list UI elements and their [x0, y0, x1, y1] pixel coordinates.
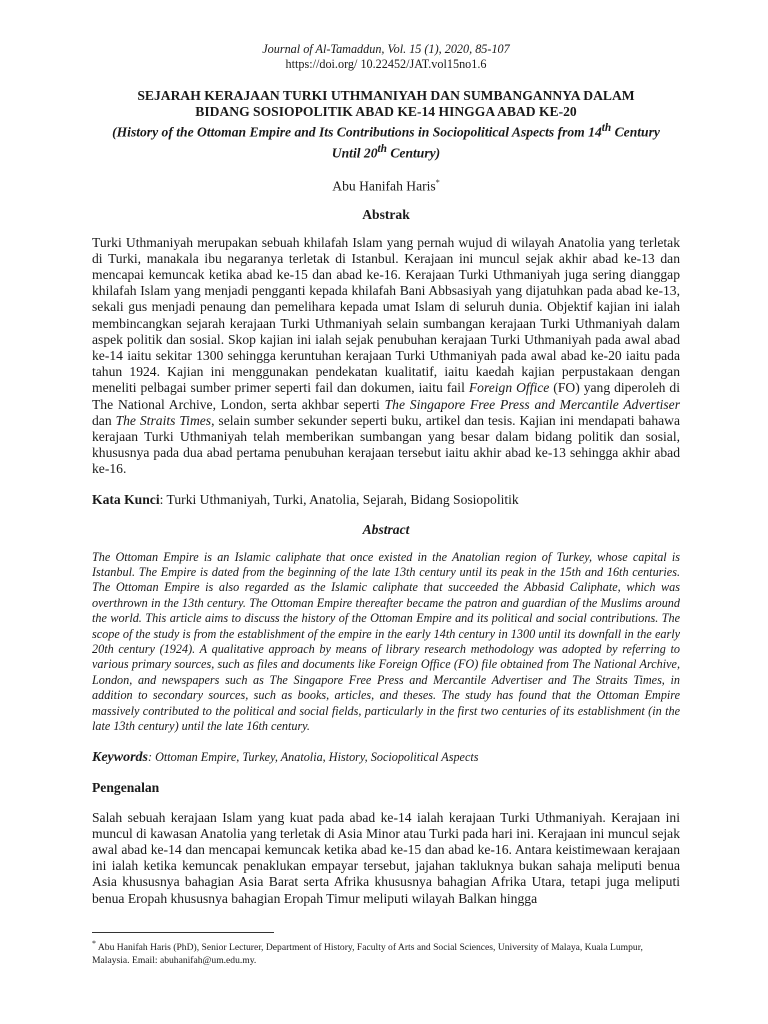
author-line	[92, 175, 680, 195]
title-english-sup1: th	[601, 122, 612, 134]
section-heading-pengenalan: Pengenalan	[92, 779, 160, 795]
article-page	[92, 38, 680, 907]
footnote-text: Abu Hanifah Haris (PhD), Senior Lecturer, Department of History, Faculty of Arts and Social Sciences, University of Malaya, Kuala Lumpur, Malaysia. Email: abuhanifah@um.edu.my.	[92, 942, 643, 966]
abstrak-text-4: , selain sumber sekunder seperti buku, artikel dan tesis. Kajian ini mendapati bahawa kerajaan Turki Uthmaniyah telah memberikan sumbangan yang besar dalam bidang politik dan sosial, khususnya pada dua abad pertama penubuhan kerajaan tersebut iaitu akhir abad ke-13 sehingga akhir abad ke-16.	[92, 412, 681, 477]
abstrak-heading: Abstrak	[362, 206, 410, 222]
abstrak-body	[92, 235, 680, 478]
footnote	[92, 938, 680, 967]
author-footnote-marker[interactable]: *	[435, 178, 440, 188]
abstrak-text-2: (FO) yang diperoleh di The National Archive, London, serta akhbar seperti	[92, 380, 680, 412]
pengenalan-body: Salah sebuah kerajaan Islam yang kuat pada abad ke-14 ialah kerajaan Turki Uthmaniyah. Kerajaan ini muncul di kawasan Anatolia yang terletak di Asia Minor atau Turki pada hari ini. Kerajaan ini muncul sejak awal abad ke-14 dan mencapai kemuncak ketika abad ke-15 dan abad ke-16. Antara keistimewaan kerajaan ini ialah ketika kemuncak penaklukan empayar tersebut, jajahan takluknya bukan sahaja meliputi benua Asia khususnya bahagian Asia Barat serta Afrika khususnya bahagian Afrika Utara, tetapi juga meliputi benua Eropah khususnya bahagian Eropah Timur meliputi wilayah Balkan hingga	[92, 809, 680, 906]
kata-kunci	[92, 492, 680, 508]
abstrak-text-1: Turki Uthmaniyah merupakan sebuah khilafah Islam yang pernah wujud di wilayah Anatolia yang terletak di Turki, manakala ibu negaranya terletak di Istanbul. Kerajaan ini muncul sejak akhir abad ke-13 dan mencapai kemuncak ketika abad ke-15 dan abad ke-16. Kerajaan Turki Uthmaniyah juga sering dianggap khilafah Islam yang menjadi pengganti kepada khilafah Bani Abbsasiyah yang dijatuhkan pada abad ke-13, sekali gus menjadi penaung dan pemelihara kepada umat Islam di seluruh dunia. Objektif kajian ini ialah membincangkan sejarah kerajaan Turki Uthmaniyah selain sumbangan kerajaan Turki Uthmaniyah dalam aspek politik dan sosial. Skop kajian ini ialah sejak penubuhan kerajaan Turki Uthmaniyah pada awal abad ke-14 iaitu sekitar 1300 sehingga keruntuhan kerajaan Turki Uthmaniyah pada awal abad ke-20 iaitu pada tahun 1924. Kajian ini menggunakan pendekatan kualitatif, iaitu kaedah kajian perpustakaan dengan meneliti pelbagai sumber primer seperti fail dan dokumen, iaitu fail	[92, 234, 680, 396]
abstrak-italic-straits-times: The Straits Times	[115, 412, 212, 428]
abstrak-italic-singapore-free-press: The Singapore Free Press and Mercantile Advertiser	[384, 396, 680, 412]
footnote-marker: *	[92, 939, 96, 948]
keywords-values: : Ottoman Empire, Turkey, Anatolia, History, Sociopolitical Aspects	[148, 749, 479, 764]
abstract-body: The Ottoman Empire is an Islamic caliphate that once existed in the Anatolian region of Turkey, whose capital is Istanbul. The Empire is dated from the beginning of the late 13th century until its peak in the 15th and 16th centuries. The Ottoman Empire is also regarded as the Islamic caliphate that succeeded the Abbasid Caliphate, which was overthrown in the 13th century. The Ottoman Empire thereafter became the patron and guardian of the Muslims around the world. This article aims to discuss the history of the Ottoman Empire and its political and social contributions. The scope of the study is from the establishment of the empire in the early 14th century in 1300 until its downfall in the early 20th century (1924). A qualitative approach by means of library research methodology was adopted by referring to various primary sources, such as files and documents like Foreign Office (FO) file obtained from The National Archive, London, and newspapers such as The Singapore Free Press and Mercantile Advertiser and The Straits Times, in addition to secondary sources, such as books, articles, and theses. The study has found that the Ottoman Empire massively contributed to the political and social fields, particularly in the first two centuries of its establishment (in the late 13th century) until the late 16th century.	[92, 549, 680, 734]
title-english-sup2: th	[377, 142, 387, 155]
kata-kunci-values: : Turki Uthmaniyah, Turki, Anatolia, Sejarah, Bidang Sosiopolitik	[159, 491, 519, 507]
title-malay-line2: BIDANG SOSIOPOLITIK ABAD KE-14 HINGGA ABAD KE-20	[195, 104, 577, 119]
keywords	[92, 749, 680, 766]
journal-citation: Journal of Al-Tamaddun, Vol. 15 (1), 2020, 85-107	[262, 42, 510, 56]
title-english-line1	[92, 120, 680, 141]
title-malay	[92, 88, 680, 120]
footnote-divider	[92, 932, 274, 933]
abstract-heading: Abstract	[362, 521, 410, 537]
doi-link[interactable]: https://doi.org/ 10.22452/JAT.vol15no1.6	[285, 57, 487, 71]
author-name: Abu Hanifah Haris	[332, 178, 436, 194]
title-malay-line1: SEJARAH KERAJAAN TURKI UTHMANIYAH DAN SUMBANGANNYA DALAM	[137, 88, 635, 103]
abstrak-italic-foreign-office: Foreign Office	[468, 380, 550, 396]
title-english-text2: Century	[611, 124, 660, 140]
keywords-label: Keywords	[92, 749, 148, 765]
title-english-text3: Until 20	[331, 145, 378, 161]
title-english-text4: Century)	[386, 145, 441, 161]
abstrak-text-3: dan	[92, 412, 116, 428]
kata-kunci-label: Kata Kunci	[92, 491, 160, 507]
title-english-text1: (History of the Ottoman Empire and Its Contributions in Sociopolitical Aspects from 14	[112, 124, 602, 140]
title-english-line2	[92, 141, 680, 162]
title-english	[92, 120, 680, 161]
